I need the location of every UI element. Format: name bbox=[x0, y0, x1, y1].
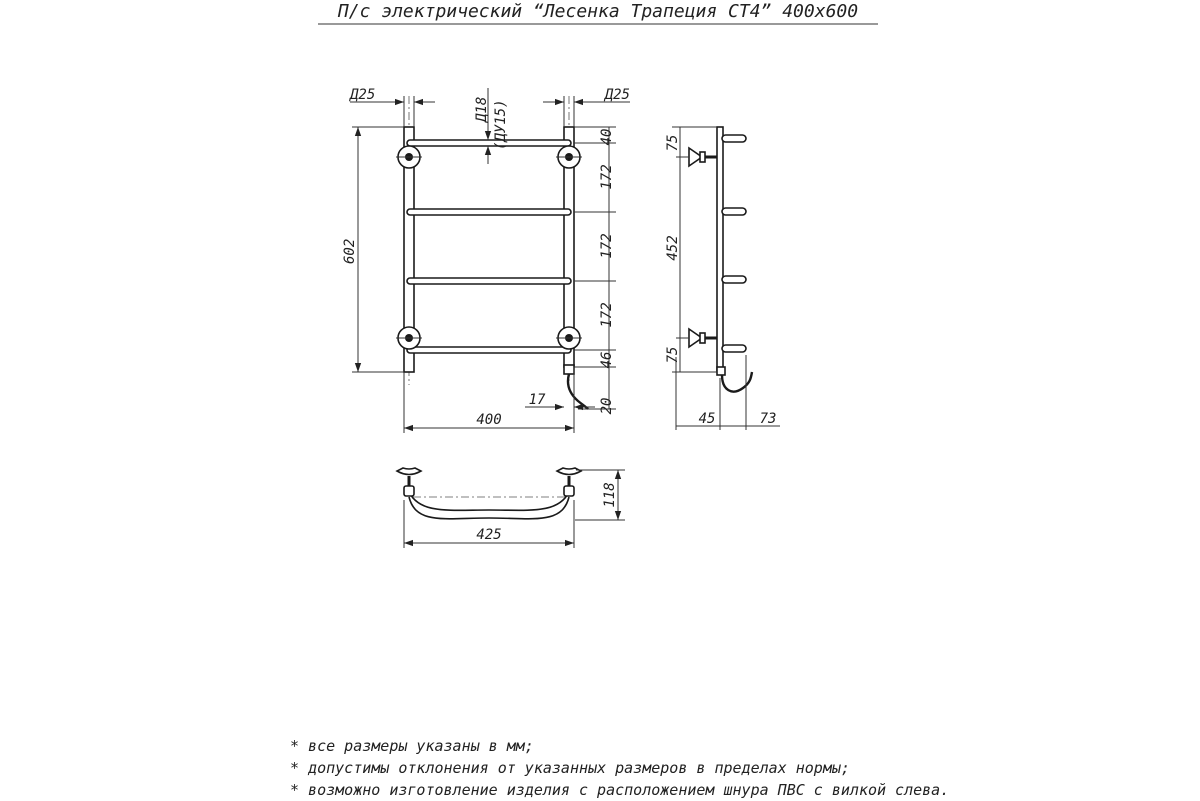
top-flange-left bbox=[397, 468, 421, 496]
dim-17: 17 bbox=[528, 392, 546, 408]
note-units: * все размеры указаны в мм; bbox=[290, 737, 534, 755]
side-rail-stub-4 bbox=[722, 345, 746, 352]
dim-side-75-top: 75 bbox=[665, 134, 681, 152]
heater-cap bbox=[564, 365, 574, 374]
dim-side-45: 45 bbox=[698, 411, 716, 427]
side-post bbox=[717, 127, 723, 372]
wall-flange-top-right bbox=[556, 146, 582, 168]
dim-side-452: 452 bbox=[665, 235, 681, 261]
side-view bbox=[665, 127, 780, 430]
wall-flange-bottom-right bbox=[556, 327, 582, 349]
dim-du15: (ДУ15) bbox=[493, 99, 509, 150]
dim-d25-right: Д25 bbox=[604, 87, 630, 103]
dim-chain-172-a: 172 bbox=[599, 164, 615, 190]
rail-1 bbox=[407, 140, 571, 146]
dim-chain-172-b: 172 bbox=[599, 233, 615, 259]
top-tube-inner bbox=[409, 492, 569, 510]
dim-602: 602 bbox=[342, 238, 358, 264]
dim-chain-40: 40 bbox=[599, 128, 615, 146]
side-rail-stub-3 bbox=[722, 276, 746, 283]
side-power-cord bbox=[722, 372, 752, 392]
side-wall-bracket-bottom bbox=[676, 329, 717, 347]
rail-3 bbox=[407, 278, 571, 284]
top-flange-right bbox=[557, 468, 581, 496]
dim-d25-left: Д25 bbox=[350, 87, 376, 103]
side-wall-bracket-top bbox=[676, 148, 717, 166]
dim-425: 425 bbox=[476, 527, 502, 543]
dim-chain-46: 46 bbox=[599, 351, 615, 369]
dim-400: 400 bbox=[476, 412, 502, 428]
dim-118: 118 bbox=[602, 482, 618, 508]
dim-chain-20: 20 bbox=[599, 397, 615, 415]
drawing-title: П/с электрический “Лесенка Трапеция СТ4” 400х600 bbox=[337, 1, 859, 22]
wall-flange-bottom-left bbox=[396, 327, 422, 349]
rail-4 bbox=[407, 347, 571, 353]
side-rail-stub-2 bbox=[722, 208, 746, 215]
side-rail-stub-1 bbox=[722, 135, 746, 142]
rail-2 bbox=[407, 209, 571, 215]
wall-flange-top-left bbox=[396, 146, 422, 168]
power-cord bbox=[568, 374, 588, 409]
side-heater-cap bbox=[717, 367, 725, 375]
top-view bbox=[397, 468, 625, 548]
dim-side-75-bottom: 75 bbox=[665, 346, 681, 364]
notes-block bbox=[290, 735, 950, 801]
note-cord-left: * возможно изготовление изделия с расположением шнура ПВС с вилкой слева. bbox=[290, 781, 950, 799]
dim-d18: Д18 bbox=[474, 96, 490, 122]
dim-chain-172-c: 172 bbox=[599, 302, 615, 328]
dim-side-73: 73 bbox=[759, 411, 777, 427]
front-view bbox=[342, 87, 630, 433]
note-tolerance: * допустимы отклонения от указанных размеров в пределах нормы; bbox=[290, 759, 850, 777]
